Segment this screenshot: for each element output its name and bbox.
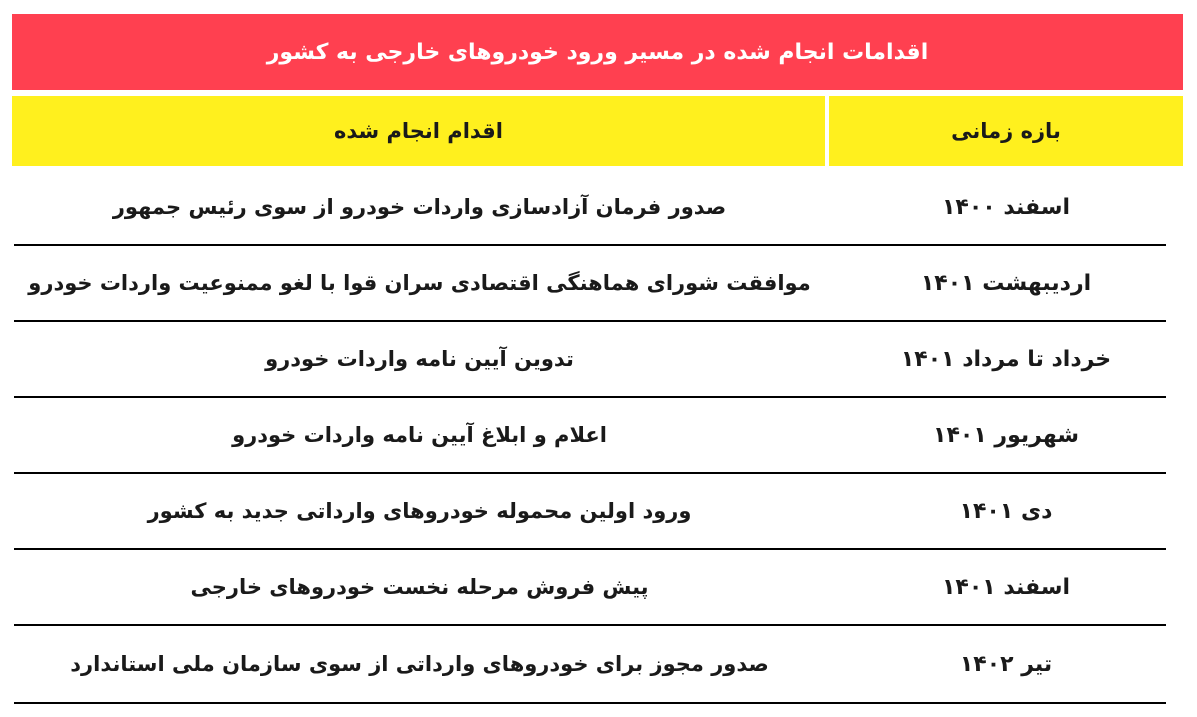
action-cell: اعلام و ابلاغ آیین نامه واردات خودرو: [232, 423, 607, 447]
action-cell: تدوین آیین نامه واردات خودرو: [265, 347, 574, 371]
action-cell: صدور فرمان آزادسازی واردات خودرو از سوی رئیس جمهور: [112, 195, 727, 219]
header-period: بازه زمانی: [829, 96, 1183, 166]
table-title-bar: [12, 14, 1183, 90]
table-row: [14, 398, 1166, 474]
action-cell: پیش فروش مرحله نخست خودروهای خارجی: [190, 575, 649, 599]
period-cell: اسفند ۱۴۰۰: [941, 194, 1071, 220]
table-row: [14, 322, 1166, 398]
period-cell: تیر ۱۴۰۲: [959, 651, 1053, 677]
table-body: [14, 170, 1166, 704]
action-cell: صدور مجوز برای خودروهای وارداتی از سوی سازمان ملی استاندارد: [70, 652, 769, 676]
table-title: اقدامات انجام شده در مسیر ورود خودروهای خارجی به کشور: [266, 39, 929, 65]
period-cell: خرداد تا مرداد ۱۴۰۱: [900, 346, 1112, 372]
header-action: اقدام انجام شده: [12, 96, 825, 166]
table-row: [14, 170, 1166, 246]
action-cell: موافقت شورای هماهنگی اقتصادی سران قوا با لغو ممنوعیت واردات خودرو: [28, 271, 811, 295]
period-cell: اردیبهشت ۱۴۰۱: [920, 270, 1092, 296]
table-row: [14, 626, 1166, 704]
table-row: [14, 550, 1166, 626]
action-cell: ورود اولین محموله خودروهای وارداتی جدید به کشور: [147, 499, 692, 523]
table-row: [14, 246, 1166, 322]
period-cell: شهریور ۱۴۰۱: [933, 422, 1079, 448]
period-cell: اسفند ۱۴۰۱: [941, 574, 1071, 600]
table-row: [14, 474, 1166, 550]
period-cell: دی ۱۴۰۱: [959, 498, 1053, 524]
